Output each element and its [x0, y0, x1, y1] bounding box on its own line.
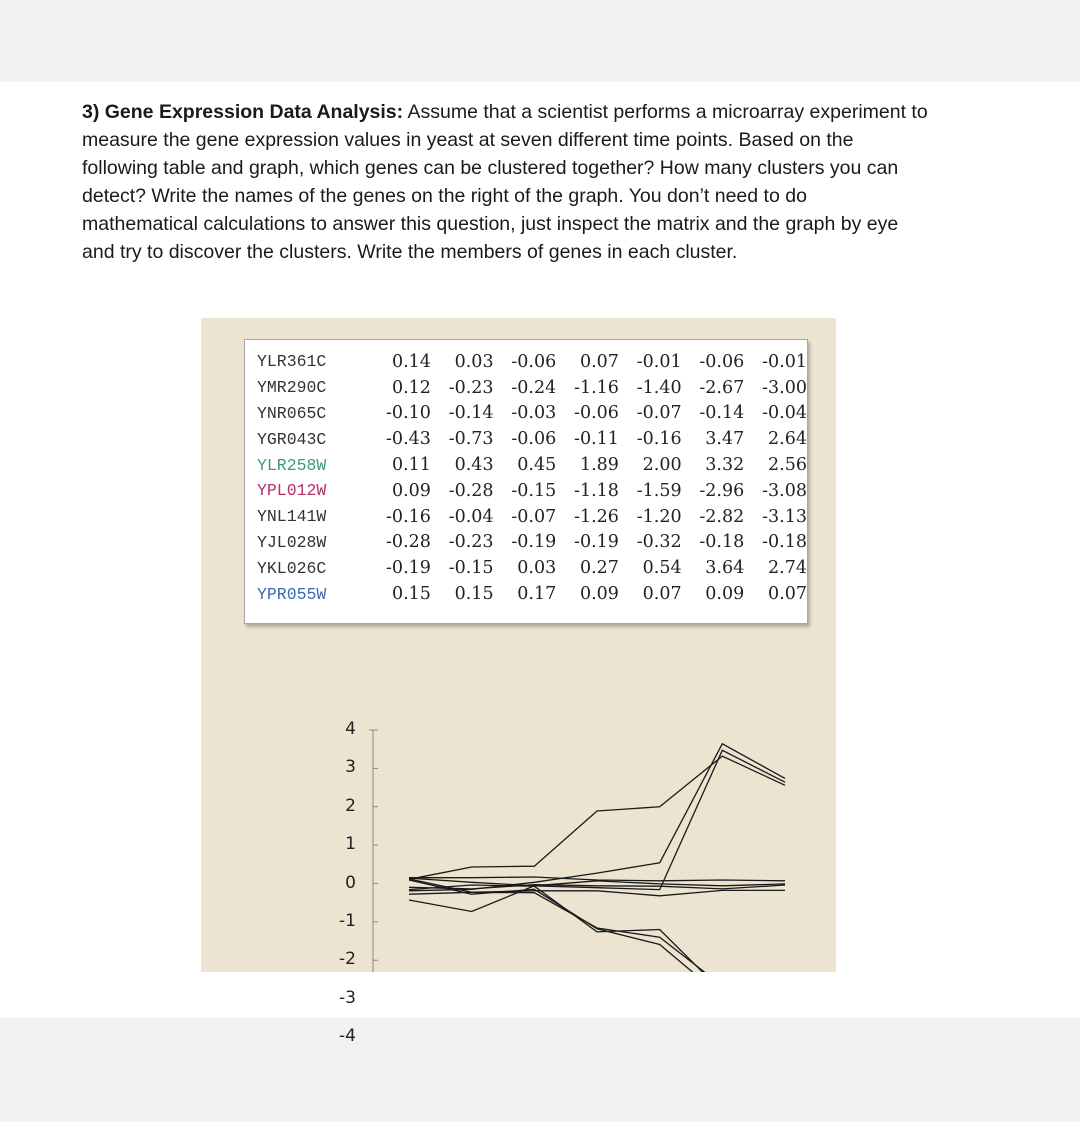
expression-value: -0.06 [511, 351, 557, 372]
expression-value: -2.96 [699, 480, 745, 501]
expression-value: 1.89 [579, 455, 619, 476]
expression-value: -0.15 [511, 480, 557, 501]
expression-value: -1.59 [636, 480, 682, 501]
expression-value: -1.40 [636, 377, 682, 398]
y-tick-label: 4 [345, 719, 356, 739]
expression-value: -0.14 [448, 403, 494, 424]
gene-name: YPL012W [257, 481, 327, 501]
series-line-ypr055w [409, 877, 785, 881]
expression-value: -0.04 [762, 403, 807, 424]
expression-value: 3.47 [705, 429, 745, 450]
expression-value: -0.18 [762, 532, 807, 553]
expression-value: -0.16 [636, 429, 682, 450]
question-line-4: mathematical calculations to answer this question, just inspect the matrix and the graph by eye [82, 213, 899, 235]
expression-value: -0.01 [762, 351, 807, 372]
expression-value: 0.15 [454, 584, 494, 605]
gene-name: YKL026C [257, 558, 327, 578]
y-tick-label: 1 [345, 834, 356, 855]
expression-value: -0.07 [511, 506, 557, 527]
expression-value: 0.54 [642, 558, 682, 579]
expression-value: 2.64 [768, 429, 807, 450]
expression-value: 0.03 [454, 351, 494, 372]
expression-line-chart [201, 318, 836, 972]
expression-value: 0.12 [391, 377, 431, 398]
expression-value: -0.43 [386, 429, 431, 450]
expression-value: -0.03 [511, 403, 557, 424]
y-tick-label: -1 [339, 910, 356, 931]
question-line-5: and try to discover the clusters. Write the members of genes in each cluster. [82, 241, 738, 263]
question-title: 3) Gene Expression Data Analysis: [82, 101, 404, 123]
question-line-3: detect? Write the names of the genes on the right of the graph. You don’t need to do [82, 185, 807, 207]
expression-value: -0.15 [448, 558, 494, 579]
expression-value: 0.07 [768, 584, 807, 605]
expression-value: -0.06 [699, 351, 745, 372]
expression-value: -0.23 [448, 377, 494, 398]
gene-name: YGR043C [257, 429, 327, 449]
expression-value: -1.16 [574, 377, 619, 398]
expression-value: -0.28 [386, 532, 431, 553]
gene-name: YNR065C [257, 403, 327, 423]
y-axis-line [369, 730, 373, 972]
expression-value: 0.09 [705, 584, 745, 605]
expression-value: -0.73 [448, 429, 494, 450]
gene-name: YJL028W [257, 532, 327, 552]
expression-value: -0.04 [448, 506, 494, 527]
expression-value: -0.23 [448, 532, 494, 553]
expression-value: -0.01 [636, 351, 682, 372]
expression-value: -0.06 [511, 429, 557, 450]
expression-value: 0.14 [391, 351, 431, 372]
expression-value: 2.56 [768, 455, 807, 476]
y-tick-label: 2 [345, 795, 356, 816]
gene-name: YLR258W [257, 455, 327, 475]
expression-value: 0.15 [391, 584, 431, 605]
series-line-ylr258w [409, 756, 785, 879]
expression-value: -0.24 [511, 377, 557, 398]
expression-value: 0.03 [517, 558, 557, 579]
y-tick-label: -4 [339, 1026, 356, 1046]
expression-value: -0.18 [699, 532, 745, 553]
expression-value: 2.74 [768, 558, 807, 579]
expression-value: -0.32 [636, 532, 682, 553]
expression-value: -0.10 [386, 403, 431, 424]
gene-name: YNL141W [257, 507, 327, 527]
expression-value: -0.16 [386, 506, 431, 527]
series-line-ypl012w [409, 880, 785, 972]
expression-value: 3.32 [705, 455, 745, 476]
expression-value: 2.00 [642, 455, 682, 476]
y-tick-label: -2 [339, 949, 356, 970]
y-tick-label: 3 [345, 757, 356, 778]
expression-value: -0.06 [574, 403, 619, 424]
expression-value: -3.08 [762, 480, 807, 501]
question-text [82, 98, 1002, 266]
gene-name: YLR361C [257, 352, 327, 372]
gene-name: YMR290C [257, 378, 327, 398]
expression-value: -0.14 [699, 403, 745, 424]
expression-value: -0.28 [448, 480, 494, 501]
expression-value: -0.19 [574, 532, 619, 553]
question-line-0: Assume that a scientist performs a microarray experiment to [403, 101, 928, 123]
expression-value: -1.20 [636, 506, 682, 527]
expression-value: 0.09 [391, 480, 431, 501]
expression-value: 0.07 [579, 351, 619, 372]
expression-value: -0.07 [636, 403, 682, 424]
expression-value: -0.19 [511, 532, 557, 553]
expression-value: -0.19 [386, 558, 431, 579]
expression-value: 0.27 [579, 558, 619, 579]
expression-value: -2.67 [699, 377, 745, 398]
y-tick-label: -3 [339, 987, 356, 1008]
series-line-ygr043c [409, 750, 785, 911]
y-tick-label: 0 [345, 872, 356, 893]
expression-value: 0.43 [454, 455, 494, 476]
gene-name: YPR055W [257, 584, 327, 604]
expression-value: 0.17 [517, 584, 557, 605]
expression-value: -1.26 [574, 506, 619, 527]
expression-value: -1.18 [574, 480, 619, 501]
question-line-1: measure the gene expression values in yeast at seven different time points. Based on the [82, 129, 854, 151]
expression-value: 0.07 [642, 584, 682, 605]
expression-value: -2.82 [699, 506, 745, 527]
series-line-ylr361c [409, 878, 785, 886]
expression-value: -3.00 [762, 377, 807, 398]
expression-figure [201, 318, 836, 1046]
expression-value: 3.64 [705, 558, 745, 579]
expression-value: -3.13 [762, 506, 807, 527]
expression-value: 0.45 [517, 455, 557, 476]
document-page [0, 82, 1080, 1046]
expression-value: 0.09 [579, 584, 619, 605]
expression-value: 0.11 [391, 455, 431, 476]
question-line-2: following table and graph, which genes can be clustered together? How many clusters you can [82, 157, 899, 179]
expression-value: -0.11 [574, 429, 619, 450]
